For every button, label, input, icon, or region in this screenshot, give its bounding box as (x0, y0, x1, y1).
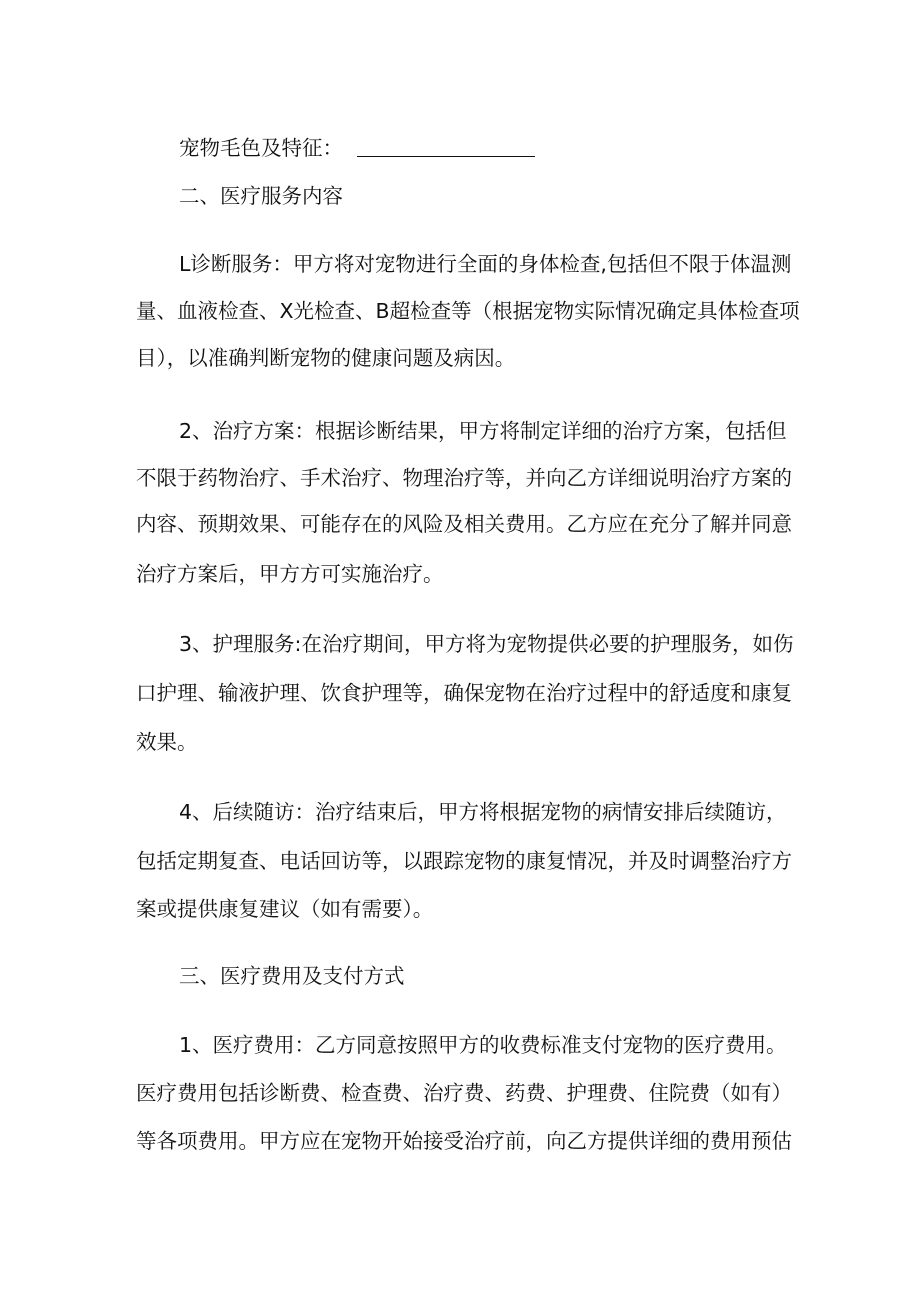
section-three-heading: 三、医疗费用及支付方式 (179, 964, 405, 988)
diagnosis-line-2: 量、血液检查、X光检查、B超检查等（根据宠物实际情况确定具体检查项 (136, 299, 800, 323)
nursing-line-3: 效果。 (136, 730, 198, 754)
treatment-line-4: 治疗方案后，甲方方可实施治疗。 (136, 562, 444, 586)
fees-line-3: 等各项费用。甲方应在宠物开始接受治疗前，向乙方提供详细的费用预估 (136, 1129, 792, 1153)
followup-line-3: 案或提供康复建议（如有需要）。 (136, 897, 434, 921)
nursing-line-1: 3、护理服务:在治疗期间，甲方将为宠物提供必要的护理服务，如伤 (179, 632, 794, 656)
treatment-line-1: 2、治疗方案：根据诊断结果，甲方将制定详细的治疗方案，包括但 (179, 419, 787, 443)
diagnosis-line-1: L诊断服务：甲方将对宠物进行全面的身体检查,包括但不限于体温测 (179, 252, 792, 276)
treatment-line-2: 不限于药物治疗、手术治疗、物理治疗等，并向乙方详细说明治疗方案的 (136, 466, 792, 490)
pet-coat-field (179, 134, 839, 162)
followup-line-2: 包括定期复查、电话回访等，以跟踪宠物的康复情况，并及时调整治疗方 (136, 849, 792, 873)
followup-line-1: 4、后续随访：治疗结束后，甲方将根据宠物的病情安排后续随访， (179, 800, 787, 824)
pet-coat-label: 宠物毛色及特征： (179, 136, 343, 160)
fees-line-2: 医疗费用包括诊断费、检查费、治疗费、药费、护理费、住院费（如有） (136, 1081, 792, 1105)
treatment-line-3: 内容、预期效果、可能存在的风险及相关费用。乙方应在充分了解并同意 (136, 512, 792, 536)
nursing-line-2: 口护理、输液护理、饮食护理等，确保宠物在治疗过程中的舒适度和康复 (136, 681, 792, 705)
section-two-heading: 二、医疗服务内容 (179, 184, 343, 208)
fees-line-1: 1、医疗费用：乙方同意按照甲方的收费标准支付宠物的医疗费用。 (179, 1033, 787, 1057)
diagnosis-line-3: 目），以准确判断宠物的健康问题及病因。 (136, 346, 516, 370)
pet-coat-blank-line (357, 136, 535, 157)
